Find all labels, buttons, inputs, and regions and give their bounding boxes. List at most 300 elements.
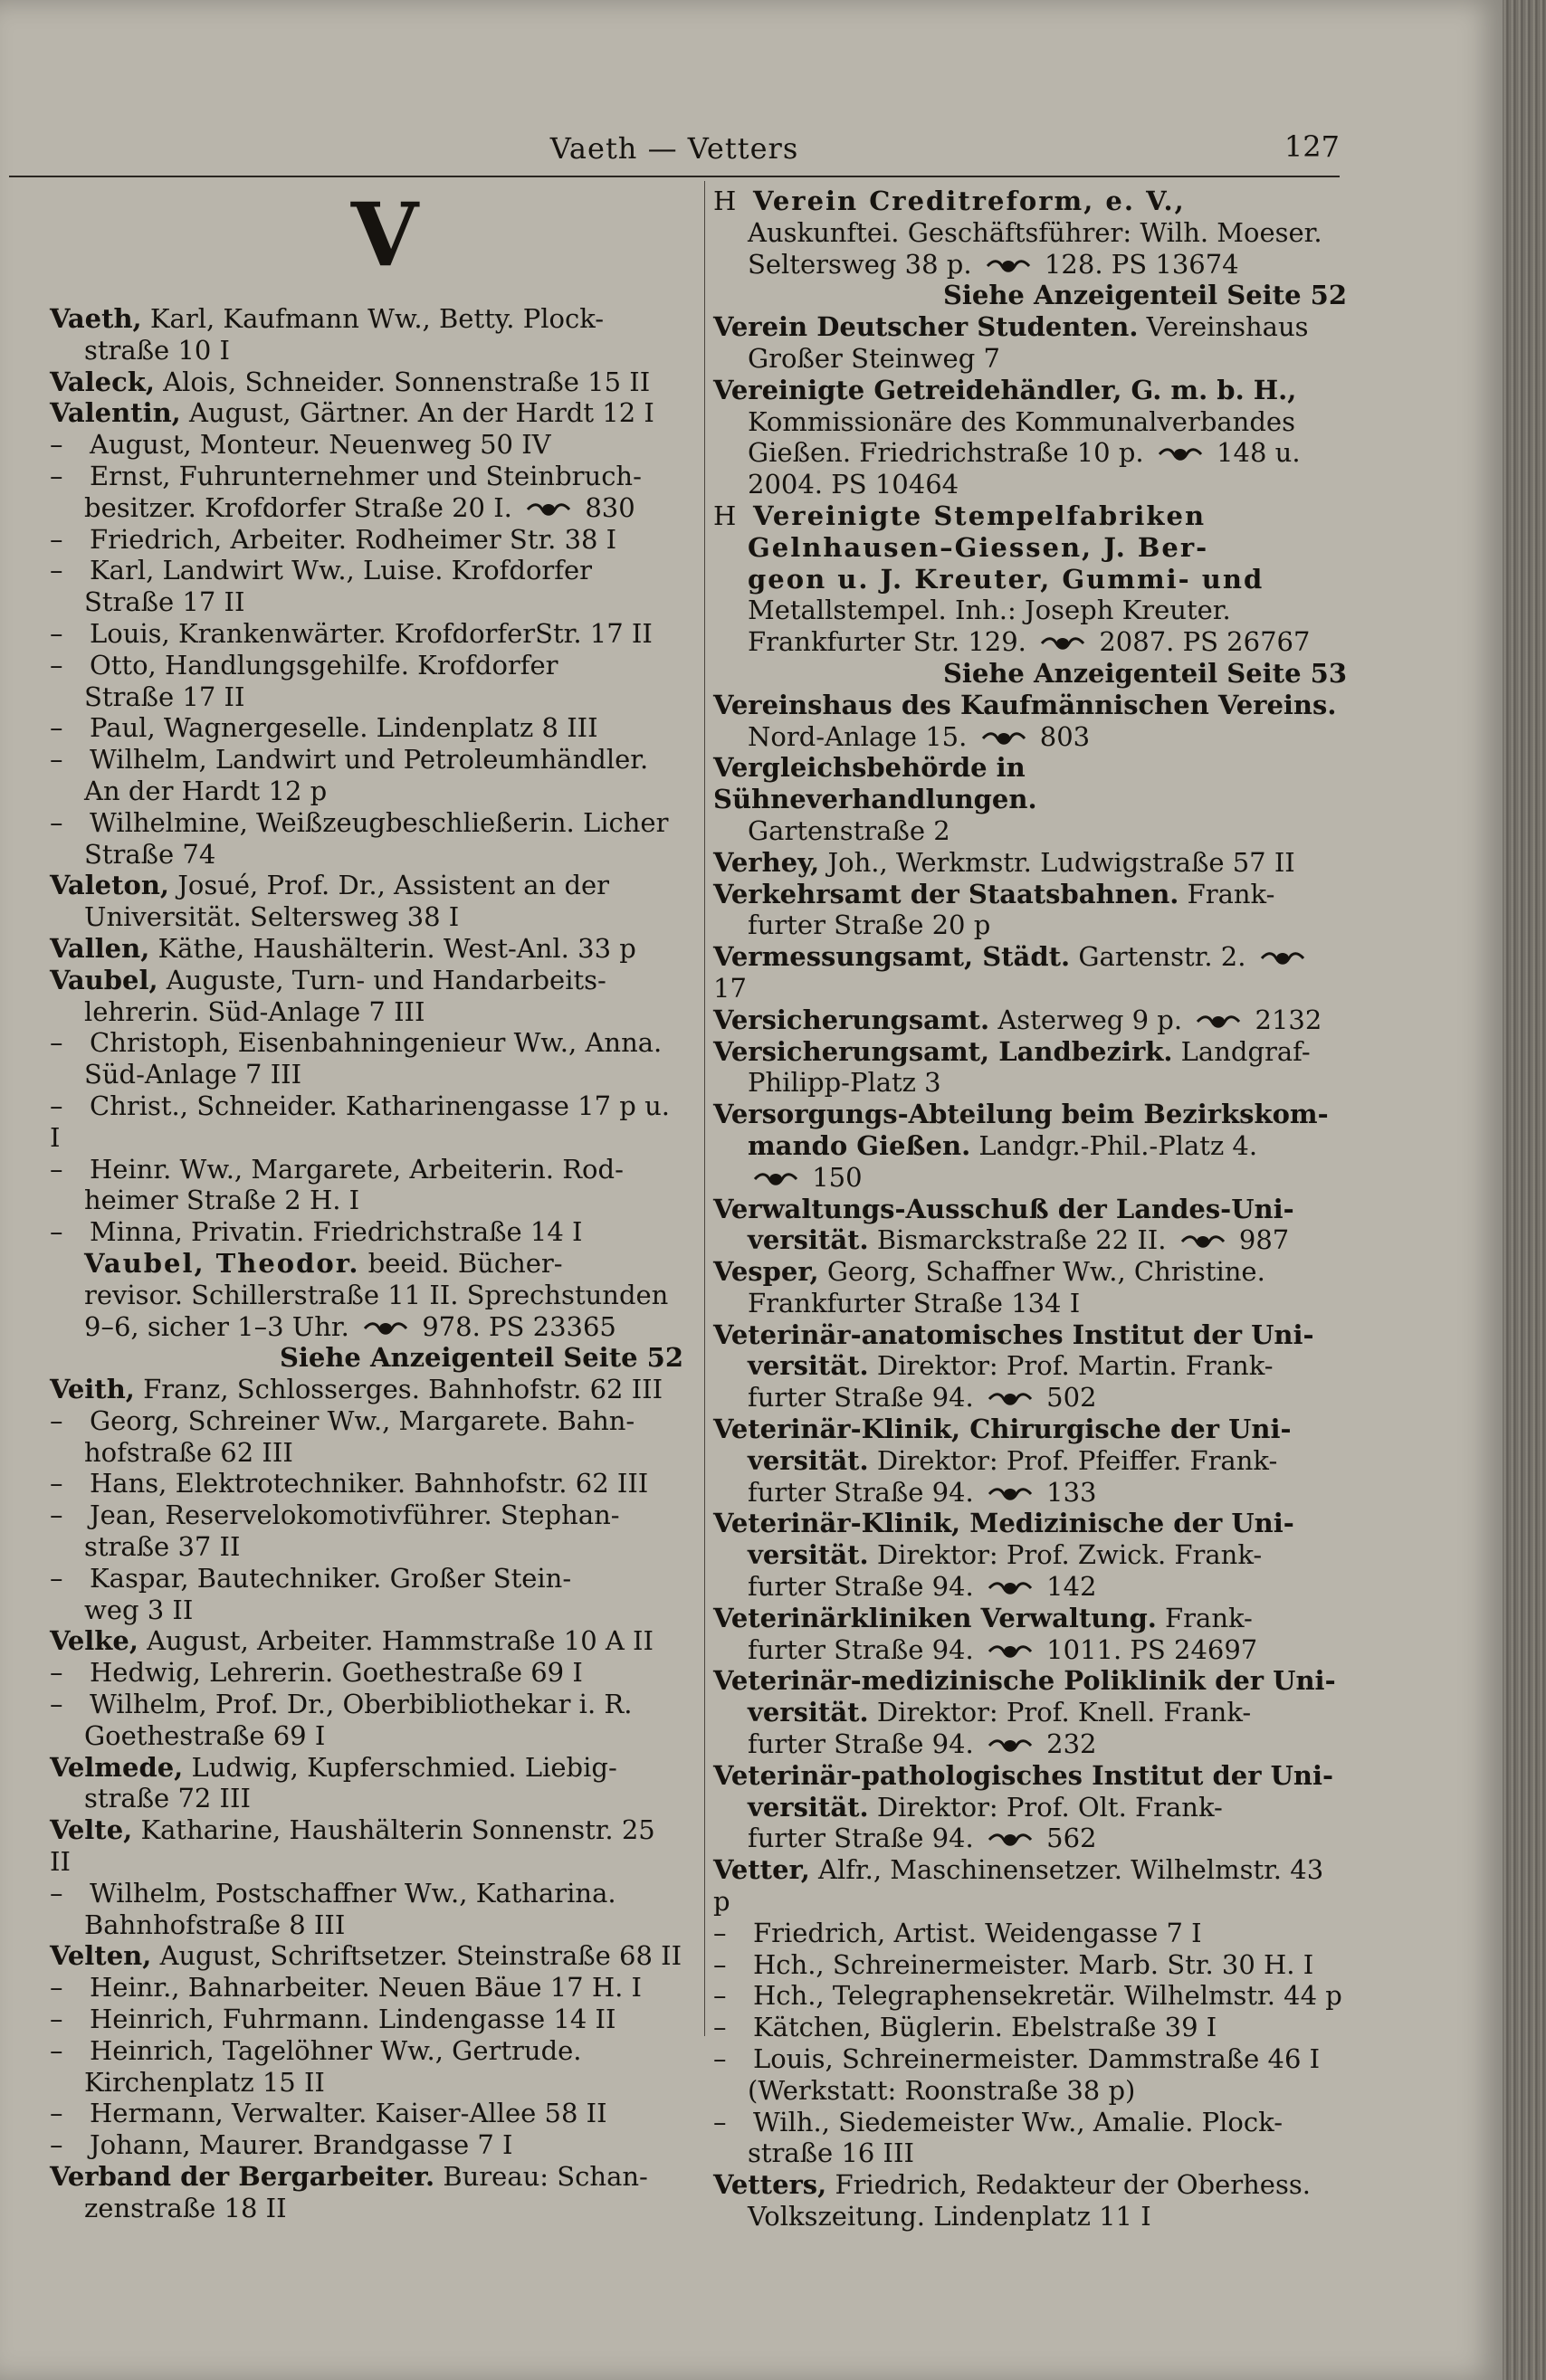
entry-continuation xyxy=(50,2193,683,2224)
entry-text: Frankfurter Str. 129. xyxy=(748,626,1035,658)
entry-name: Veterinär-Klinik, Medizinische der Uni- xyxy=(713,1508,1294,1539)
entry-details xyxy=(753,1918,1202,1948)
section-letter: V xyxy=(350,184,419,286)
entry-text: 1011. PS 24697 xyxy=(1037,1633,1258,1665)
entry-text: straße 72 III xyxy=(84,1783,251,1814)
directory-entry xyxy=(50,618,683,650)
directory-entry xyxy=(713,1319,1347,1414)
entry-continuation xyxy=(50,1059,683,1090)
entry-name: Versicherungsamt, Landbezirk. xyxy=(713,1035,1173,1067)
directory-entry xyxy=(50,1405,683,1469)
entry-text: Hedwig, Lehrerin. Goethestraße 69 I xyxy=(90,1657,583,1689)
entry-first-line xyxy=(50,2004,683,2035)
entry-first-line xyxy=(50,1689,683,1720)
entry-details xyxy=(50,1090,670,1153)
entry-first-line xyxy=(50,870,683,901)
entry-first-line xyxy=(713,752,1347,815)
directory-entry xyxy=(713,500,1347,658)
ditto-dash: – xyxy=(713,1948,727,1980)
entry-text: Karl, Landwirt Ww., Luise. Krofdorfer xyxy=(90,555,593,586)
directory-entry xyxy=(713,1194,1347,1257)
entry-text: 978. PS 23365 xyxy=(414,1310,616,1342)
entry-text: straße 10 I xyxy=(84,334,231,366)
directory-entry xyxy=(50,965,683,1028)
entry-details xyxy=(90,2129,512,2160)
entry-details xyxy=(90,1563,571,1594)
entry-first-line xyxy=(50,303,683,335)
entry-text: August, Schriftsetzer. Steinstraße 68 II xyxy=(159,1940,682,1972)
entry-first-line xyxy=(50,1090,683,1154)
ditto-dash: – xyxy=(50,1499,63,1531)
entry-text: August, Gärtner. An der Hardt 12 I xyxy=(189,397,654,429)
entry-details xyxy=(753,1949,1313,1980)
entry-text: Gartenstraße 2 xyxy=(748,814,950,846)
entry-text: Kätchen, Büglerin. Ebelstraße 39 I xyxy=(753,2012,1217,2043)
entry-first-line xyxy=(50,933,683,965)
entry-first-line xyxy=(713,2012,1347,2043)
entry-details xyxy=(1147,311,1309,342)
directory-entry xyxy=(713,690,1347,753)
entry-first-line xyxy=(713,1603,1347,1634)
entry-name-continuation: versität. xyxy=(748,1539,869,1571)
directory-entry xyxy=(713,1980,1347,2012)
ditto-dash: – xyxy=(50,1468,63,1499)
directory-entry xyxy=(713,1256,1347,1319)
entry-marker: H xyxy=(713,500,737,531)
ditto-dash: – xyxy=(713,2012,727,2043)
entry-text: beeid. Bücher- xyxy=(367,1247,563,1279)
directory-entry xyxy=(713,1854,1347,1918)
directory-entry xyxy=(50,650,683,713)
directory-entry xyxy=(50,1563,683,1626)
entry-name-continuation: versität. xyxy=(748,1791,869,1823)
entry-name: Valeton, xyxy=(50,870,170,901)
entry-text: Hans, Elektrotechniker. Bahnhofstr. 62 III xyxy=(90,1468,649,1499)
directory-entry xyxy=(713,1918,1347,1949)
entry-first-line xyxy=(713,1508,1347,1539)
directory-entry xyxy=(50,1090,683,1154)
entry-first-line xyxy=(713,1194,1347,1225)
directory-entry xyxy=(713,1603,1347,1666)
entry-first-line xyxy=(50,461,683,492)
entry-continuation xyxy=(713,1350,1347,1382)
directory-entry xyxy=(713,186,1347,280)
running-header xyxy=(9,131,1340,176)
entry-first-line xyxy=(50,965,683,996)
directory-entry xyxy=(50,807,683,871)
entry-text: 128. PS 13674 xyxy=(1035,248,1239,280)
entry-text: Friedrich, Arbeiter. Rodheimer Str. 38 I xyxy=(90,523,617,555)
entry-name: Vaubel, xyxy=(50,964,158,995)
entry-continuation xyxy=(713,1792,1347,1823)
directory-entry xyxy=(713,1508,1347,1602)
entry-details xyxy=(835,2169,1310,2200)
entry-text: Louis, Schreinermeister. Dammstraße 46 I xyxy=(753,2043,1321,2075)
entry-text: Gießen. Friedrichstraße 10 p. xyxy=(748,437,1152,469)
entry-text: Direktor: Prof. Martin. Frank- xyxy=(868,1350,1274,1382)
entry-continuation xyxy=(713,2137,1347,2169)
ad-reference-text: Siehe Anzeigenteil Seite 53 xyxy=(942,657,1347,689)
entry-details xyxy=(90,1972,642,2003)
directory-entry xyxy=(50,1499,683,1563)
entry-details xyxy=(90,555,592,585)
entry-details xyxy=(90,429,551,460)
entry-first-line xyxy=(50,367,683,398)
ditto-dash: – xyxy=(50,1689,63,1720)
entry-continuation xyxy=(50,586,683,618)
telephone-icon xyxy=(1040,635,1085,652)
entry-text: 2087. PS 26767 xyxy=(1091,626,1311,658)
entry-text: 150 xyxy=(804,1161,863,1193)
entry-first-line xyxy=(713,847,1347,879)
entry-continuation xyxy=(713,1445,1347,1477)
entry-details xyxy=(90,1154,624,1185)
entry-text: Karl, Kaufmann Ww., Betty. Plock- xyxy=(149,303,605,334)
entry-text: Süd-Anlage 7 III xyxy=(84,1059,302,1090)
directory-entry xyxy=(713,2012,1347,2043)
entry-text: Ernst, Fuhrunternehmer und Steinbruch- xyxy=(90,460,642,491)
entry-text: Gartenstr. 2. xyxy=(1078,941,1255,973)
entry-first-line xyxy=(50,1216,683,1248)
entry-text: Frank- xyxy=(1165,1602,1253,1633)
entry-text: Georg, Schreiner Ww., Margarete. Bahn- xyxy=(90,1404,635,1436)
entry-text: Auskunftei. Geschäftsführer: Wilh. Moeser. xyxy=(748,216,1322,248)
entry-first-line xyxy=(50,1814,683,1878)
entry-text: Nord-Anlage 15. xyxy=(748,720,976,752)
entry-text: Philipp-Platz 3 xyxy=(748,1067,941,1099)
directory-entry xyxy=(713,2107,1347,2170)
entry-text: Auguste, Turn- und Handarbeits- xyxy=(166,964,606,995)
directory-entry xyxy=(50,1689,683,1752)
entry-continuation xyxy=(713,1288,1347,1319)
entry-details xyxy=(143,1374,663,1404)
entry-continuation xyxy=(50,2067,683,2099)
entry-text: Wilh., Siedemeister Ww., Amalie. Plock- xyxy=(753,2106,1283,2137)
telephone-icon xyxy=(1196,1014,1241,1030)
entry-text: Wilhelm, Prof. Dr., Oberbibliothekar i. R. xyxy=(90,1689,633,1720)
entry-name: Vereinigte Getreidehändler, G. m. b. H., xyxy=(713,374,1297,405)
ad-reference-text: Siehe Anzeigenteil Seite 52 xyxy=(942,280,1347,311)
telephone-icon xyxy=(988,1832,1033,1848)
entry-first-line xyxy=(50,429,683,461)
entry-name: Veterinär-Klinik, Chirurgische der Uni- xyxy=(713,1414,1292,1445)
entry-first-line xyxy=(50,1657,683,1689)
ad-reference xyxy=(713,658,1347,690)
entry-text: furter Straße 20 p xyxy=(748,909,991,941)
entry-details xyxy=(90,1878,616,1909)
entry-name: Veith, xyxy=(50,1374,135,1405)
entry-details xyxy=(90,650,558,681)
entry-continuation xyxy=(50,1437,683,1469)
entry-continuation xyxy=(713,2201,1347,2232)
entry-name: Vergleichsbehörde in Sühneverhandlungen. xyxy=(713,752,1037,815)
entry-text: Hch., Schreinermeister. Marb. Str. 30 H. I xyxy=(753,1948,1314,1980)
entry-text: Louis, Krankenwärter. KrofdorferStr. 17 II xyxy=(90,617,653,649)
telephone-icon xyxy=(986,258,1031,274)
directory-entry xyxy=(50,397,683,429)
entry-text: Jean, Reservelokomotivführer. Stephan- xyxy=(90,1499,620,1531)
entry-details xyxy=(753,1980,1342,2011)
entry-continuation xyxy=(713,249,1347,281)
entry-text: An der Hardt 12 p xyxy=(84,775,328,806)
entry-first-line xyxy=(713,1004,1347,1036)
entry-text: furter Straße 94. xyxy=(748,1476,982,1508)
entry-details xyxy=(753,2043,1320,2074)
entry-first-line xyxy=(50,524,683,556)
entry-continuation xyxy=(713,2075,1347,2107)
entry-text: Hermann, Verwalter. Kaiser-Allee 58 II xyxy=(90,2098,607,2129)
entry-name: Vereinshaus des Kaufmännischen Vereins. xyxy=(713,689,1337,720)
entry-text: 142 xyxy=(1037,1571,1097,1603)
entry-text: Bureau: Schan- xyxy=(443,2161,648,2193)
entry-text: furter Straße 94. xyxy=(748,1382,982,1414)
directory-entry xyxy=(713,2043,1347,2107)
entry-details xyxy=(443,2161,648,2192)
directory-entry xyxy=(50,870,683,933)
entry-text: Straße 17 II xyxy=(84,586,245,618)
entry-name: Vermessungsamt, Städt. xyxy=(713,941,1071,973)
entry-first-line xyxy=(713,1854,1347,1918)
entry-details xyxy=(163,367,650,397)
entry-name: Veterinär-anatomisches Institut der Uni- xyxy=(713,1319,1314,1350)
entry-name-continuation: versität. xyxy=(748,1350,869,1382)
entry-continuation xyxy=(50,839,683,871)
entry-continuation xyxy=(713,343,1347,375)
directory-entry xyxy=(713,847,1347,879)
entry-text: Landgraf- xyxy=(1180,1035,1311,1067)
telephone-icon xyxy=(753,1171,798,1187)
entry-first-line xyxy=(50,807,683,839)
entry-details xyxy=(90,744,648,775)
entry-text: Katharine, Haushälterin Sonnenstr. 25 II xyxy=(50,1814,655,1878)
entry-text: Heinr., Bahnarbeiter. Neuen Bäue 17 H. I xyxy=(90,1972,643,2004)
entry-first-line xyxy=(713,1099,1347,1130)
entry-continuation xyxy=(713,1728,1347,1760)
entry-details xyxy=(158,933,636,964)
entry-first-line xyxy=(50,1248,683,1280)
entry-first-line xyxy=(50,1468,683,1499)
entry-first-line xyxy=(50,555,683,586)
entry-details xyxy=(189,397,654,428)
directory-entry xyxy=(50,2129,683,2161)
entry-continuation xyxy=(50,1311,683,1343)
directory-entry xyxy=(713,752,1347,846)
entry-continuation xyxy=(713,1382,1347,1414)
entry-details xyxy=(90,1468,648,1499)
entry-continuation xyxy=(713,1823,1347,1854)
entry-details xyxy=(90,1499,620,1530)
entry-details xyxy=(869,1539,1263,1570)
entry-first-line xyxy=(713,500,1347,532)
entry-first-line xyxy=(713,1256,1347,1288)
entry-name: Verein Creditreform, e. V., xyxy=(753,186,1186,216)
entry-details xyxy=(147,1625,654,1656)
ad-reference xyxy=(50,1342,683,1374)
entry-text: Josué, Prof. Dr., Assistent an der xyxy=(177,870,610,901)
entry-name-continuation: mando Gießen. xyxy=(748,1129,971,1161)
ditto-dash: – xyxy=(50,2034,63,2066)
entry-name: Verhey, xyxy=(713,846,820,878)
entry-details xyxy=(869,1350,1274,1381)
directory-entry xyxy=(713,879,1347,942)
entry-name: Vallen, xyxy=(50,932,150,964)
entry-text: Frank- xyxy=(1187,878,1275,909)
entry-name: Veterinär-medizinische Poliklinik der Uni- xyxy=(713,1665,1336,1697)
entry-name: Velke, xyxy=(50,1625,138,1657)
entry-text: Wilhelm, Landwirt und Petroleumhändler. xyxy=(90,744,649,776)
entry-first-line xyxy=(713,2043,1347,2075)
telephone-icon xyxy=(988,1737,1033,1754)
entry-first-line xyxy=(50,2129,683,2161)
directory-entry xyxy=(50,367,683,398)
ditto-dash: – xyxy=(50,1404,63,1436)
entry-first-line xyxy=(713,1036,1347,1068)
entry-continuation xyxy=(713,532,1347,564)
entry-text: Joh., Werkmstr. Ludwigstraße 57 II xyxy=(827,846,1295,878)
entry-first-line xyxy=(50,1499,683,1531)
directory-entry xyxy=(50,1248,683,1342)
directory-entry xyxy=(50,1216,683,1248)
entry-text: Heinrich, Tagelöhner Ww., Gertrude. xyxy=(90,2034,582,2066)
directory-entry xyxy=(50,1468,683,1499)
entry-text: Großer Steinweg 7 xyxy=(748,342,1000,374)
directory-entry xyxy=(713,1004,1347,1036)
entry-continuation xyxy=(713,1697,1347,1728)
entry-continuation xyxy=(50,1595,683,1626)
page-number: 127 xyxy=(1284,129,1340,164)
entry-continuation xyxy=(713,1634,1347,1666)
entry-continuation xyxy=(713,1130,1347,1162)
entry-continuation xyxy=(713,1571,1347,1603)
entry-text: Volkszeitung. Lindenplatz 11 I xyxy=(748,2201,1151,2232)
entry-continuation xyxy=(50,1909,683,1941)
entry-name: Valentin, xyxy=(50,397,181,429)
entry-details xyxy=(828,847,1295,878)
entry-first-line xyxy=(50,1374,683,1405)
entry-first-line xyxy=(50,1027,683,1059)
entry-first-line xyxy=(50,712,683,744)
ditto-dash: – xyxy=(50,1877,63,1909)
entry-text: 133 xyxy=(1037,1476,1097,1508)
entry-text: heimer Straße 2 H. I xyxy=(84,1185,360,1216)
entry-details xyxy=(869,1445,1278,1476)
entry-first-line xyxy=(713,186,1347,217)
entry-details xyxy=(90,1216,582,1247)
entry-text: Vereinshaus xyxy=(1146,311,1309,343)
ad-reference-text: Siehe Anzeigenteil Seite 52 xyxy=(279,1342,683,1374)
entry-first-line xyxy=(50,618,683,650)
entry-name: Verwaltungs-Ausschuß der Landes-Uni- xyxy=(713,1193,1294,1224)
entry-name: Vaubel, Theodor. xyxy=(84,1247,360,1279)
entry-details xyxy=(753,2107,1283,2137)
entry-text: 2132 xyxy=(1246,1004,1322,1035)
entry-first-line xyxy=(50,1940,683,1972)
ditto-dash: – xyxy=(50,617,63,649)
entry-name-continuation: versität. xyxy=(748,1697,869,1728)
entry-text: 232 xyxy=(1037,1728,1097,1760)
entry-text: 17 xyxy=(713,972,747,1004)
entry-first-line xyxy=(713,1760,1347,1792)
directory-entry xyxy=(50,2035,683,2099)
entry-text: Heinr. Ww., Margarete, Arbeiterin. Rod- xyxy=(90,1153,624,1185)
directory-entry xyxy=(50,2098,683,2129)
entry-name: Valeck, xyxy=(50,366,155,397)
entry-first-line xyxy=(50,1563,683,1595)
entry-text: Straße 17 II xyxy=(84,681,245,712)
entry-continuation xyxy=(713,437,1347,469)
directory-entry xyxy=(50,1878,683,1941)
directory-entry xyxy=(713,311,1347,375)
entry-text: Straße 74 xyxy=(84,838,216,870)
entry-first-line xyxy=(713,1414,1347,1445)
entry-name: Vesper, xyxy=(713,1256,819,1288)
entry-text: Wilhelmine, Weißzeugbeschließerin. Licher xyxy=(90,806,669,838)
entry-text: Universität. Seltersweg 38 I xyxy=(84,901,460,933)
ad-reference xyxy=(713,280,1347,311)
telephone-icon xyxy=(363,1320,408,1337)
directory-entry xyxy=(50,1027,683,1090)
entry-text: Direktor: Prof. Zwick. Frank- xyxy=(868,1539,1263,1571)
ditto-dash: – xyxy=(50,744,63,776)
directory-entry xyxy=(50,303,683,367)
entry-text: Ludwig, Kupferschmied. Liebig- xyxy=(191,1751,617,1783)
entry-details xyxy=(90,712,598,743)
header-rule xyxy=(9,176,1340,177)
entry-text: Direktor: Prof. Knell. Frank- xyxy=(868,1697,1252,1728)
entry-text: Alois, Schneider. Sonnenstraße 15 II xyxy=(163,366,651,397)
entry-text: straße 37 II xyxy=(84,1531,241,1563)
entry-text: Friedrich, Artist. Weidengasse 7 I xyxy=(753,1917,1202,1948)
entry-text: Bahnhofstraße 8 III xyxy=(84,1909,346,1940)
entry-details xyxy=(90,1689,632,1719)
entry-text: Kirchenplatz 15 II xyxy=(84,2066,325,2098)
entry-text: furter Straße 94. xyxy=(748,1633,982,1665)
entry-text: 987 xyxy=(1230,1224,1290,1256)
directory-entry xyxy=(713,941,1347,1004)
directory-entry xyxy=(50,1814,683,1878)
entry-details xyxy=(177,870,609,900)
right-column xyxy=(713,186,1347,2232)
entry-continuation xyxy=(50,776,683,807)
entry-text: furter Straße 94. xyxy=(748,1728,982,1760)
entry-text: Gelnhausen–Giessen, J. Ber- xyxy=(748,531,1209,563)
ditto-dash: – xyxy=(50,1090,63,1121)
column-separator xyxy=(704,181,705,2036)
entry-first-line xyxy=(713,690,1347,721)
entry-text: Friedrich, Redakteur der Oberhess. xyxy=(835,2169,1311,2201)
directory-entry xyxy=(50,1752,683,1815)
entry-first-line xyxy=(50,1405,683,1437)
entry-name: Verein Deutscher Studenten. xyxy=(713,311,1139,343)
book-page-edge xyxy=(1503,0,1546,2380)
entry-text: 803 xyxy=(1031,720,1091,752)
entry-text: Landgr.-Phil.-Platz 4. xyxy=(970,1129,1258,1161)
ditto-dash: – xyxy=(50,1657,63,1689)
directory-entry xyxy=(713,1665,1347,1759)
entry-name: Veterinär-pathologisches Institut der Uni- xyxy=(713,1759,1333,1791)
entry-marker: H xyxy=(713,186,737,216)
entry-text: Käthe, Haushälterin. West-Anl. 33 p xyxy=(157,932,636,964)
entry-details xyxy=(90,2098,607,2128)
entry-first-line xyxy=(713,2169,1347,2201)
entry-details xyxy=(869,1792,1223,1823)
entry-text: Metallstempel. Inh.: Joseph Kreuter. xyxy=(748,595,1231,626)
entry-details xyxy=(167,965,606,995)
entry-first-line xyxy=(50,1878,683,1909)
entry-text: Christ., Schneider. Katharinengasse 17 p u. I xyxy=(50,1090,670,1153)
entry-continuation xyxy=(713,406,1347,438)
telephone-icon xyxy=(988,1486,1033,1502)
